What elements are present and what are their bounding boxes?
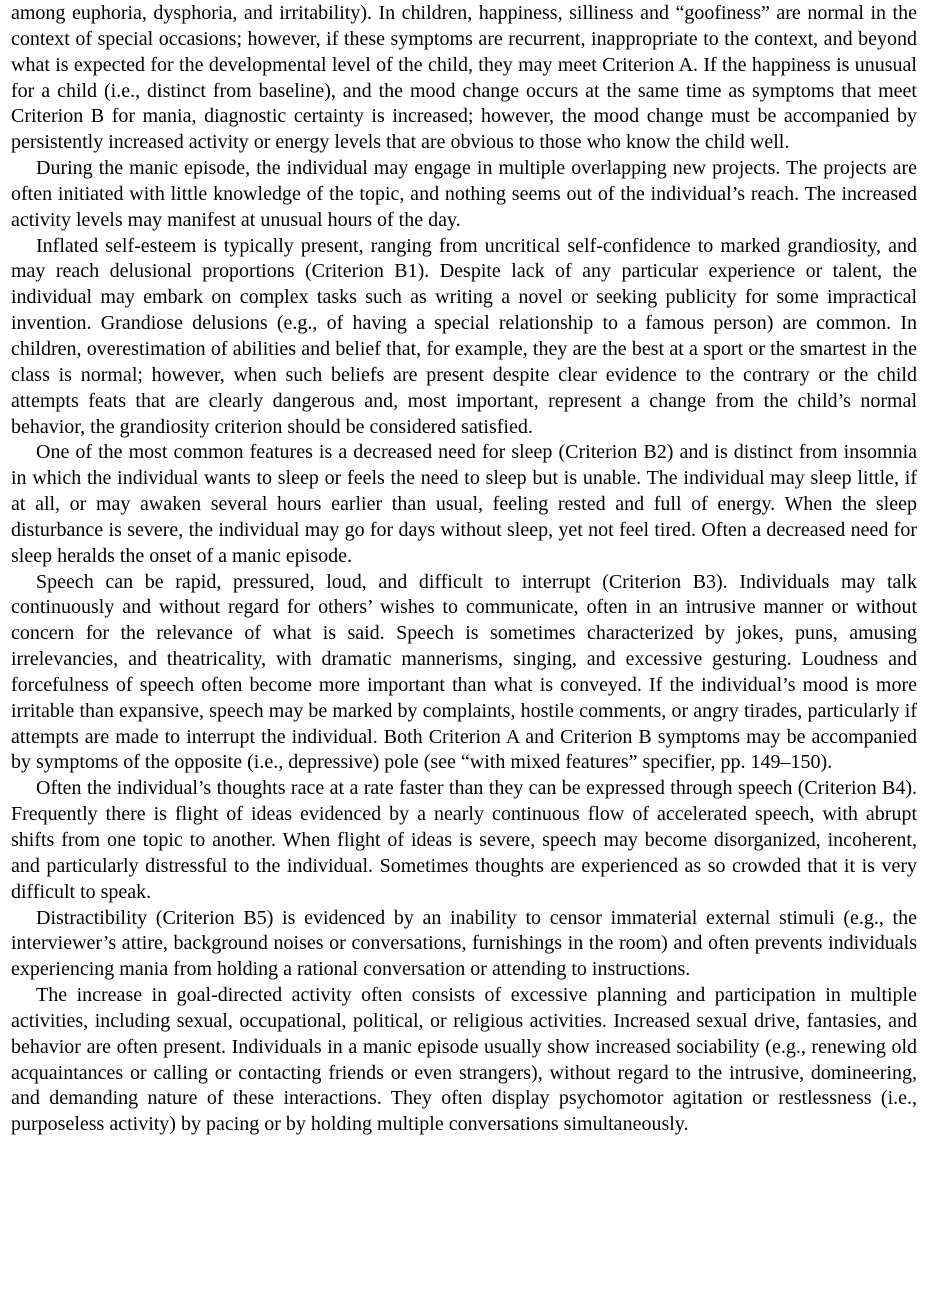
paragraph: One of the most common features is a decreased need for sleep (Criterion B2) and is distinct from insomnia in which the individual wants to sleep or feels the need to sleep but is unable. The individual may sleep little, if at all, or may awaken several hours earlier than usual, feeling rested and full of energy. When the sleep disturbance is severe, the individual may go for days without sleep, yet not feel tired. Often a decreased need for sleep heralds the onset of a manic episode. — [11, 441, 917, 567]
paragraph: Speech can be rapid, pressured, loud, and difficult to interrupt (Criterion B3). Individuals may talk continuously and without regard for others’ wishes to communicate, often in an intrusive manner or without concern for the relevance of what is said. Speech is sometimes characterized by jokes, puns, amusing irrelevancies, and theatricality, with dramatic mannerisms, singing, and excessive gesturing. Loudness and forcefulness of speech often become more important than what is conveyed. If the individual’s mood is more irritable than expansive, speech may be marked by complaints, hostile comments, or angry tirades, particularly if attempts are made to interrupt the individual. Both Criterion A and Criterion B symptoms may be accompanied by symptoms of the opposite (i.e., depressive) pole (see “with mixed features” specifier, pp. 149–150). — [11, 570, 917, 774]
paragraph: Often the individual’s thoughts race at a rate faster than they can be expressed through speech (Criterion B4). Frequently there is flight of ideas evidenced by a nearly continuous flow of accelerated speech, with abrupt shifts from one topic to another. When flight of ideas is severe, speech may become disorganized, incoherent, and particularly distressful to the individual. Sometimes thoughts are experienced as so crowded that it is very difficult to speak. — [11, 777, 917, 903]
paragraph: among euphoria, dysphoria, and irritability). In children, happiness, silliness and “goofiness” are normal in the context of special occasions; however, if these symptoms are recurrent, inappropriate to the context, and beyond what is expected for the developmental level of the child, they may meet Criterion A. If the happiness is unusual for a child (i.e., distinct from baseline), and the mood change occurs at the same time as symptoms that meet Criterion B for mania, diagnostic certainty is increased; however, the mood change must be accompanied by persistently increased activity or energy levels that are obvious to those who know the child well. — [11, 2, 917, 154]
paragraph: The increase in goal-directed activity often consists of excessive planning and participation in multiple activities, including sexual, occupational, political, or religious activities. Increased sexual drive, fantasies, and behavior are often present. Individuals in a manic episode usually show increased sociability (e.g., renewing old acquaintances or calling or contacting friends or even strangers), without regard to the intrusive, domineering, and demanding nature of these interactions. They often display psychomotor agitation or restlessness (i.e., purposeless activity) by pacing or by holding multiple conversations simultaneously. — [11, 984, 917, 1136]
paragraph: During the manic episode, the individual may engage in multiple overlapping new projects. The projects are often initiated with little knowledge of the topic, and nothing seems out of the individual’s reach. The increased activity levels may manifest at unusual hours of the day. — [11, 157, 917, 231]
paragraph: Distractibility (Criterion B5) is evidenced by an inability to censor immaterial external stimuli (e.g., the interviewer’s attire, background noises or conversations, furnishings in the room) and often prevents individuals experiencing mania from holding a rational conversation or attending to instructions. — [11, 906, 917, 981]
paragraph: Inflated self-esteem is typically present, ranging from uncritical self-confidence to marked grandiosity, and may reach delusional proportions (Criterion B1). Despite lack of any particular experience or talent, the individual may embark on complex tasks such as writing a novel or seeking publicity for some impractical invention. Grandiose delusions (e.g., of having a special relationship to a famous person) are common. In children, overestimation of abilities and belief that, for example, they are the best at a sport or the smartest in the class is normal; however, when such beliefs are present despite clear evidence to the contrary or the child attempts feats that are clearly dangerous and, most important, represent a change from the child’s normal behavior, the grandiosity criterion should be considered satisfied. — [11, 234, 917, 438]
